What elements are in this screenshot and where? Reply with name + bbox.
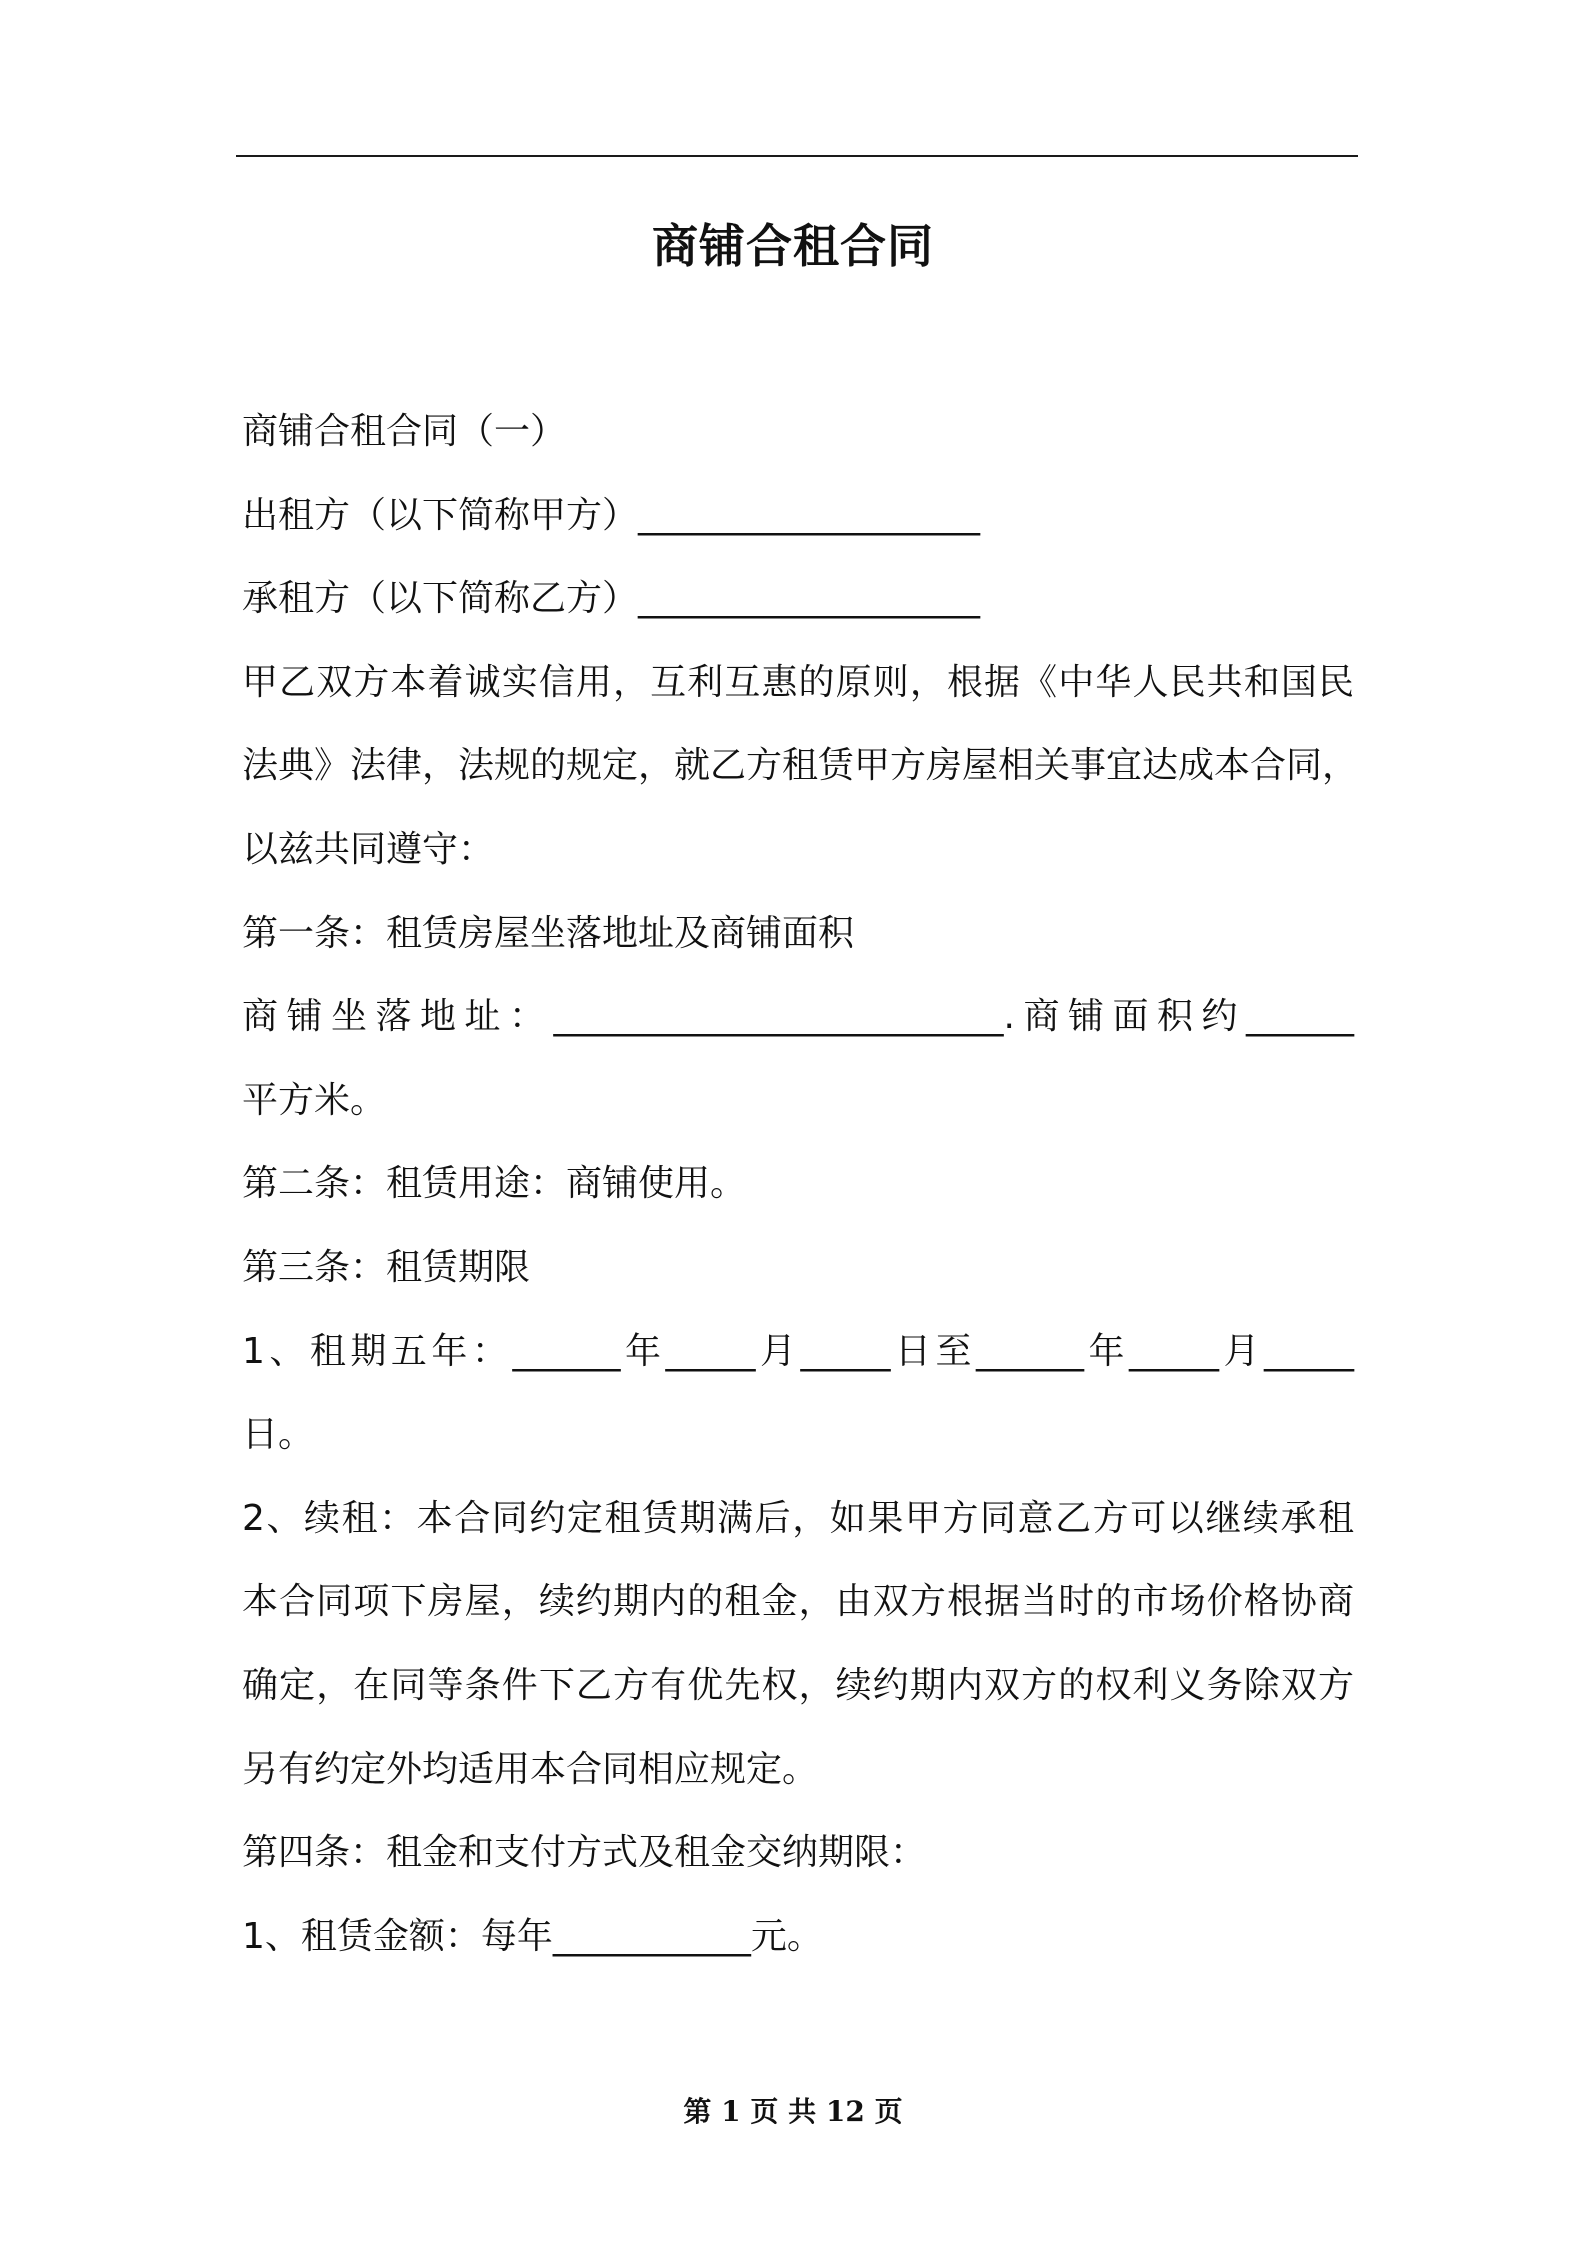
lessor-line: 出租方（以下简称甲方）___________________ [242,494,981,536]
paragraph-line: 商铺坐落地址：_________________________.商铺面积约______ [242,996,1354,1038]
paragraph-line: 甲乙双方本着诚实信用，互利互惠的原则，根据《中华人民共和国民 [242,661,1354,703]
paragraph-line: 平方米。 [242,1079,387,1121]
article-heading: 第四条：租金和支付方式及租金交纳期限： [242,1832,927,1874]
article-heading: 第一条：租赁房屋坐落地址及商铺面积 [242,912,855,954]
document-title: 商铺合租合同 [652,219,934,273]
document-body [242,404,1359,1992]
section-heading: 商铺合租合同（一） [242,411,567,452]
paragraph-line: 1、租赁金额：每年___________元。 [242,1915,823,1957]
article-heading: 第三条：租赁期限 [242,1246,531,1288]
paragraph-line: 确定，在同等条件下乙方有优先权，续约期内双方的权利义务除双方 [242,1664,1354,1706]
paragraph-line: 另有约定外均适用本合同相应规定。 [242,1748,819,1790]
lessee-line: 承租方（以下简称乙方）___________________ [242,578,981,620]
header-rule [236,155,1358,157]
paragraph-line: 2、续租：本合同约定租赁期满后，如果甲方同意乙方可以继续承租 [242,1497,1354,1539]
paragraph-line: 本合同项下房屋，续约期内的租金，由双方根据当时的市场价格协商 [242,1581,1354,1623]
paragraph-line: 1、租期五年：______年_____月_____日至______年_____月_____ [242,1330,1354,1372]
paragraph-line: 日。 [242,1414,315,1456]
article-heading: 第二条：租赁用途：商铺使用。 [242,1163,747,1205]
paragraph-line: 以兹共同遵守： [242,828,495,870]
page-number: 第 1 页 共 12 页 [683,2095,903,2128]
paragraph-line: 法典》法律，法规的规定，就乙方租赁甲方房屋相关事宜达成本合同， [242,745,1359,787]
